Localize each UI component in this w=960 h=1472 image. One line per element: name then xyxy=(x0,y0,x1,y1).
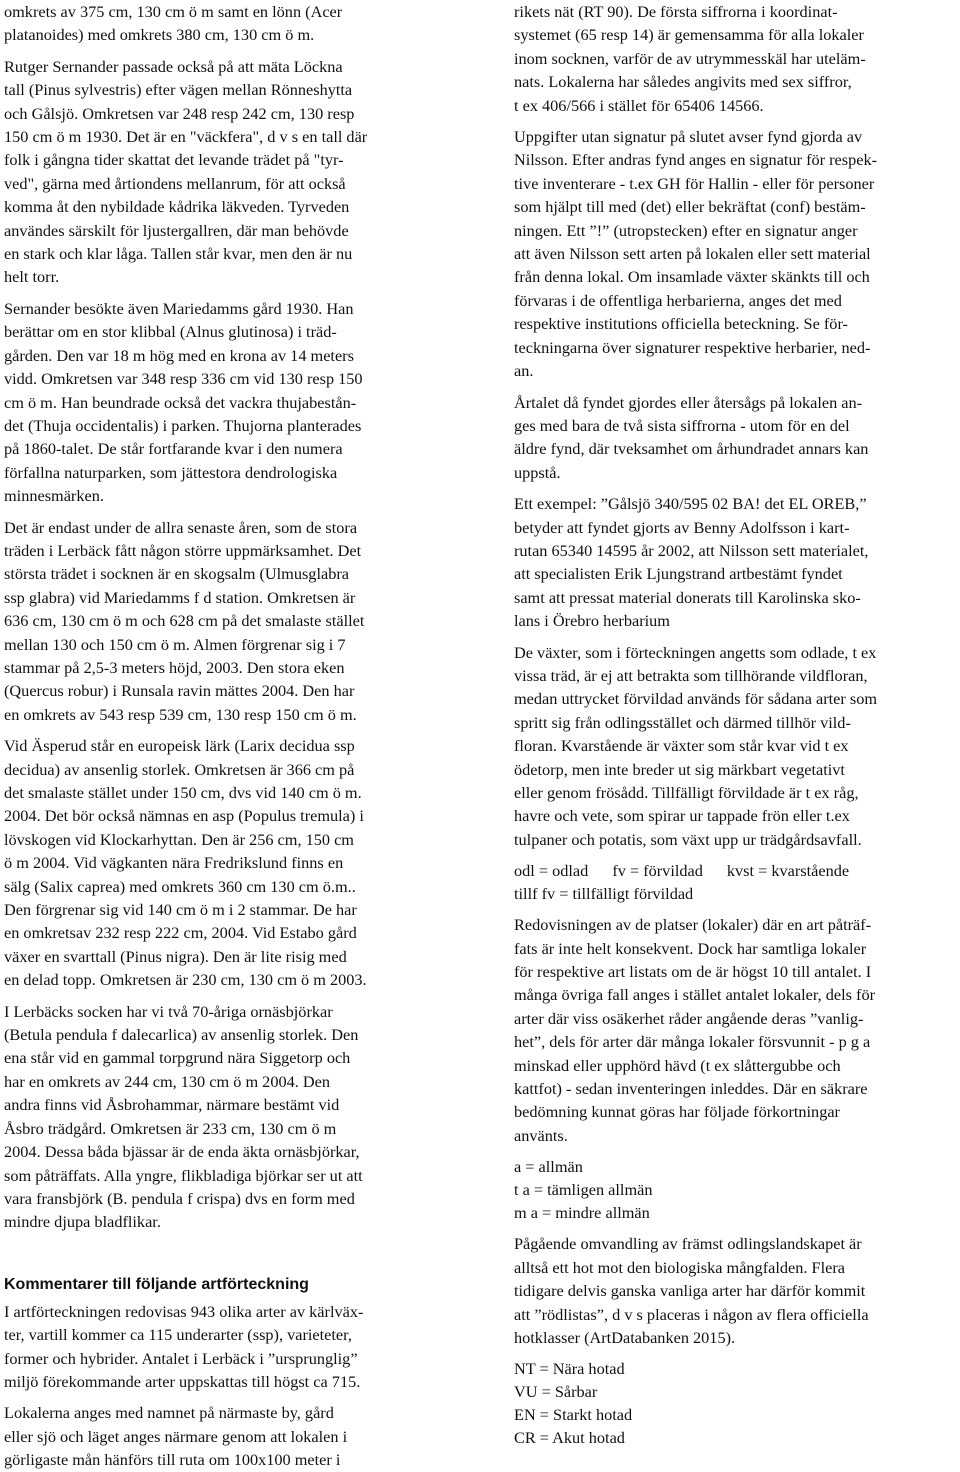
text-line: som hjälpt till med (det) eller bekräftat (conf) bestäm- xyxy=(514,197,866,217)
text-line: på 1860-talet. De står fortfarande kvar i den numera xyxy=(4,439,343,459)
text-line: (Betula pendula f dalecarlica) av ansenlig storlek. Den xyxy=(4,1025,359,1045)
text-line: Åsbro trädgård. Omkretsen är 233 cm, 130 cm ö m xyxy=(4,1118,337,1138)
paragraph xyxy=(4,1300,444,1394)
abbreviation-row: tillf fv = tillfälligt förvildad xyxy=(514,884,694,904)
text-line: m a = mindre allmän xyxy=(514,1203,650,1223)
text-line: a = allmän xyxy=(514,1157,583,1177)
left-column xyxy=(4,0,444,1472)
paragraph xyxy=(514,0,956,117)
paragraph xyxy=(4,1000,444,1234)
text-line: an. xyxy=(514,361,534,381)
text-line: görligaste mån hänförs till ruta om 100x100 meter i xyxy=(4,1450,341,1470)
text-line: medan uttrycket förvildad används för sådana arter som xyxy=(514,689,878,709)
text-line: havre och vete, som spirar ur tappade frön eller t.ex xyxy=(514,806,850,826)
text-line: som påträffats. Alla yngre, flikbladiga björkar ser ut att xyxy=(4,1165,363,1185)
text-line: förvaras i de offentliga herbarierna, anges det med xyxy=(514,290,842,310)
text-line: alltså ett hot mot den biologiska mångfalden. Flera xyxy=(514,1257,845,1277)
text-line: det (Thuja occidentalis) i parken. Thujorna planterades xyxy=(4,415,362,435)
text-line: lövskogen vid Klockarhyttan. Den är 256 cm, 150 cm xyxy=(4,829,354,849)
text-line: andra finns vid Åsbrohammar, närmare bestämt vid xyxy=(4,1095,340,1115)
abbreviation-item: odl = odlad xyxy=(514,861,589,881)
text-line: och Gålsjö. Omkretsen var 248 resp 242 cm, 130 resp xyxy=(4,103,355,123)
paragraph xyxy=(514,1232,956,1349)
text-line: betyder att fyndet gjorts av Benny Adolfsson i kart- xyxy=(514,517,850,537)
redlist-legend xyxy=(514,1357,956,1449)
text-line: ödetorp, men inte breder ut sig märkbart vegetativt xyxy=(514,759,845,779)
text-line: ter, vartill kommer ca 115 underarter (ssp), varieteter, xyxy=(4,1325,352,1345)
text-line: spritt sig från odlingsstället och därmed tillhör vild- xyxy=(514,712,851,732)
text-line: vara fransbjörk (B. pendula f crispa) dvs en form med xyxy=(4,1188,355,1208)
text-line: en omkrets av 543 resp 539 cm, 130 resp 150 cm ö m. xyxy=(4,704,357,724)
text-line: bedömning kunnat göras har följade förkortningar xyxy=(514,1102,840,1122)
paragraph xyxy=(4,0,444,47)
text-line: samt att pressat material donerats till Karolinska sko- xyxy=(514,587,861,607)
text-line: ssp glabra) vid Mariedamms f d station. Omkretsen är xyxy=(4,587,356,607)
text-line: tulpaner och potatis, som växt upp ur trädgårdsavfall. xyxy=(514,829,862,849)
abbreviation-row xyxy=(514,859,956,882)
text-line: CR = Akut hotad xyxy=(514,1428,625,1448)
text-line: äldre fynd, där tveksamhet om århundradet annars kan xyxy=(514,439,869,459)
text-line: respektive institutions officiella beteckning. Se för- xyxy=(514,314,848,334)
text-line: Sernander besökte även Mariedamms gård 1930. Han xyxy=(4,298,354,318)
paragraph xyxy=(514,391,956,485)
text-line: Lokalerna anges med namnet på närmaste by, gård xyxy=(4,1403,334,1423)
text-line: Pågående omvandling av främst odlingslandskapet är xyxy=(514,1234,862,1254)
text-line: vissa träd, är ej att betrakta som tillhörande vildfloran, xyxy=(514,665,868,685)
text-line: att ”rödlistas”, d v s placeras i någon av flera officiella xyxy=(514,1304,869,1324)
text-line: Nilsson. Efter andras fynd anges en signatur för respek- xyxy=(514,150,878,170)
text-line: floran. Kvarstående är växter som står kvar vid t ex xyxy=(514,736,849,756)
text-line: använts. xyxy=(514,1125,568,1145)
text-line: en stark och klar låga. Tallen står kvar, men den är nu xyxy=(4,244,353,264)
text-line: rutan 65340 14595 år 2002, att Nilsson sett materialet, xyxy=(514,540,869,560)
text-line: decidua) av ansenlig storlek. Omkretsen är 366 cm på xyxy=(4,759,355,779)
text-line: eller sjö och läget anges närmare genom att lokalen i xyxy=(4,1426,348,1446)
text-line: Redovisningen av de platser (lokaler) där en art påträf- xyxy=(514,915,872,935)
text-line: ö m 2004. Vid vägkanten nära Fredrikslund finns en xyxy=(4,853,344,873)
text-line: folk i gångna tider skattat det levande trädet på "tyr- xyxy=(4,150,344,170)
text-line: mellan 130 och 150 cm ö m. Almen förgrenar sig i 7 xyxy=(4,634,346,654)
text-line: 150 cm ö m 1930. Det är en "väckfera", d v s en tall där xyxy=(4,127,368,147)
text-line: Ett exempel: ”Gålsjö 340/595 02 BA! det EL OREB,” xyxy=(514,494,867,514)
text-line: tidigare delvis ganska vanliga arter har därför kommit xyxy=(514,1281,866,1301)
paragraph xyxy=(4,297,444,508)
text-line: ges med bara de två sista siffrorna - utom för en del xyxy=(514,415,850,435)
text-line: sälg (Salix caprea) med omkrets 360 cm 130 cm ö.m.. xyxy=(4,876,356,896)
text-line: platanoides) med omkrets 380 cm, 130 cm ö m. xyxy=(4,25,315,45)
text-line: VU = Sårbar xyxy=(514,1382,598,1402)
text-line: systemet (65 resp 14) är gemensamma för alla lokaler xyxy=(514,25,864,45)
paragraph xyxy=(514,125,956,382)
text-line: har en omkrets av 244 cm, 130 cm ö m 2004. Den xyxy=(4,1071,331,1091)
text-line: t ex 406/566 i stället för 65406 14566. xyxy=(514,95,764,115)
text-line: en omkretsav 232 resp 222 cm, 2004. Vid Estabo gård xyxy=(4,923,357,943)
text-line: former och hybrider. Antalet i Lerbäck i ”ursprunglig” xyxy=(4,1348,358,1368)
abbreviation-legend xyxy=(514,859,956,905)
text-line: arter där viss osäkerhet råder angående deras ”vanlig- xyxy=(514,1008,864,1028)
text-line: cm ö m. Han beundrade också det vackra thujabestån- xyxy=(4,392,357,412)
text-line: hotklasser (ArtDatabanken 2015). xyxy=(514,1327,736,1347)
text-line: miljö förekommande arter uppskattas till högst ca 715. xyxy=(4,1371,361,1391)
text-line: NT = Nära hotad xyxy=(514,1359,625,1379)
text-line: att även Nilsson sett arten på lokalen eller sett material xyxy=(514,244,871,264)
text-line: teckningarna över signaturer respektive herbarier, ned- xyxy=(514,337,871,357)
text-line: gården. Den var 18 m hög med en krona av 14 meters xyxy=(4,345,354,365)
text-line: tive inventerare - t.ex GH för Hallin - eller för personer xyxy=(514,173,875,193)
text-line: användes särskilt för ljustergallren, där man behövde xyxy=(4,220,349,240)
text-line: komma åt den nybildade kådrika läkveden. Tyrveden xyxy=(4,197,350,217)
text-line: omkrets av 375 cm, 130 cm ö m samt en lönn (Acer xyxy=(4,2,343,21)
text-line: Årtalet då fyndet gjordes eller återsågs på lokalen an- xyxy=(514,392,863,412)
abbreviation-item: kvst = kvarstående xyxy=(726,861,850,881)
text-line: mindre djupa bladflikar. xyxy=(4,1212,161,1232)
frequency-legend xyxy=(514,1155,956,1224)
text-line: minnesmärken. xyxy=(4,486,104,506)
text-line: Vid Äsperud står en europeisk lärk (Larix decidua ssp xyxy=(4,736,355,756)
abbreviation-item: fv = förvildad xyxy=(612,861,703,881)
text-line: I artförteckningen redovisas 943 olika arter av kärlväx- xyxy=(4,1301,364,1321)
text-line: Rutger Sernander passade också på att mäta Löckna xyxy=(4,56,343,76)
text-line: nats. Lokalerna har således angivits med sex siffror, xyxy=(514,72,852,92)
text-line: EN = Starkt hotad xyxy=(514,1405,633,1425)
paragraph xyxy=(514,492,956,632)
text-line: kattfot) - sedan inventeringen inleddes. Där en säkrare xyxy=(514,1079,868,1099)
paragraph xyxy=(514,641,956,852)
text-line: ningen. Ett ”!” (utropstecken) efter en signatur anger xyxy=(514,220,858,240)
text-line: lans i Örebro herbarium xyxy=(514,611,670,631)
text-line: Den förgrenar sig vid 140 cm ö m i 2 stammar. De har xyxy=(4,900,357,920)
text-line: växer en svarttall (Pinus nigra). Den är lite risig med xyxy=(4,946,347,966)
text-line: minskad eller upphörd hävd (t ex slåttergubbe och xyxy=(514,1055,841,1075)
right-column xyxy=(514,0,956,1457)
text-line: förfallna naturparken, som jättestora dendrologiska xyxy=(4,462,338,482)
text-line: största trädet i socknen är en skogsalm (Ulmusglabra xyxy=(4,564,349,584)
text-line: inom socknen, varför de av utrymmesskäl har uteläm- xyxy=(514,48,866,68)
section-heading: Kommentarer till följande artförteckning xyxy=(4,1275,309,1293)
text-line: helt torr. xyxy=(4,267,60,287)
text-line: från denna lokal. Om insamlade växter skänkts till och xyxy=(514,267,870,287)
text-line: berättar om en stor klibbal (Alnus glutinosa) i träd- xyxy=(4,322,337,342)
text-line: tall (Pinus sylvestris) efter vägen mellan Rönneshytta xyxy=(4,80,353,100)
text-line: eller genom frösådd. Tillfälligt förvildade är t ex råg, xyxy=(514,783,859,802)
paragraph xyxy=(4,55,444,289)
paragraph xyxy=(4,1401,444,1471)
text-line: många övriga fall anges i stället antalet lokaler, dels för xyxy=(514,985,876,1005)
text-line: Det är endast under de allra senaste åren, som de stora xyxy=(4,517,358,537)
text-line: De växter, som i förteckningen angetts som odlade, t ex xyxy=(514,642,877,662)
text-line: fats är inte helt konsekvent. Dock har samtliga lokaler xyxy=(514,938,867,958)
text-line: vidd. Omkretsen var 348 resp 336 cm vid 130 resp 150 xyxy=(4,369,363,389)
text-line: att specialisten Erik Ljungstrand artbestämt fyndet xyxy=(514,564,843,584)
text-line: het”, dels för arter där många lokaler försvunnit - p g a xyxy=(514,1032,871,1052)
text-line: rikets nät (RT 90). De första siffrorna i koordinat- xyxy=(514,2,838,21)
text-line: 636 cm, 130 cm ö m och 628 cm på det smalaste stället xyxy=(4,611,365,631)
text-line: Uppgifter utan signatur på slutet avser fynd gjorda av xyxy=(514,127,863,147)
paragraph xyxy=(514,913,956,1147)
text-line: uppstå. xyxy=(514,462,561,482)
text-line: ved", gärna med årtiondens mellanrum, för att också xyxy=(4,173,346,193)
text-line: för respektive art listats om de är högst 10 till antalet. I xyxy=(514,962,872,982)
text-line: (Quercus robur) i Runsala ravin mättes 2004. Den har xyxy=(4,681,355,701)
text-line: 2004. Dessa båda bjässar är de enda äkta ornäsbjörkar, xyxy=(4,1142,360,1162)
text-line: 2004. Det bör också nämnas en asp (Populus tremula) i xyxy=(4,806,364,826)
text-line: stammar på 2,5-3 meters höjd, 2003. Den stora eken xyxy=(4,657,345,677)
paragraph xyxy=(4,516,444,727)
text-line: träden i Lerbäck fått någon större uppmärksamhet. Det xyxy=(4,540,362,560)
text-line: I Lerbäcks socken har vi två 70-åriga ornäsbjörkar xyxy=(4,1001,333,1021)
text-line: t a = tämligen allmän xyxy=(514,1180,653,1200)
text-line: det smalaste stället under 150 cm, dvs vid 140 cm ö m. xyxy=(4,783,362,802)
text-line: en delad topp. Omkretsen är 230 cm, 130 cm ö m 2003. xyxy=(4,970,367,990)
text-line: ena står vid en gammal torpgrund nära Siggetorp och xyxy=(4,1048,351,1068)
paragraph xyxy=(4,734,444,991)
